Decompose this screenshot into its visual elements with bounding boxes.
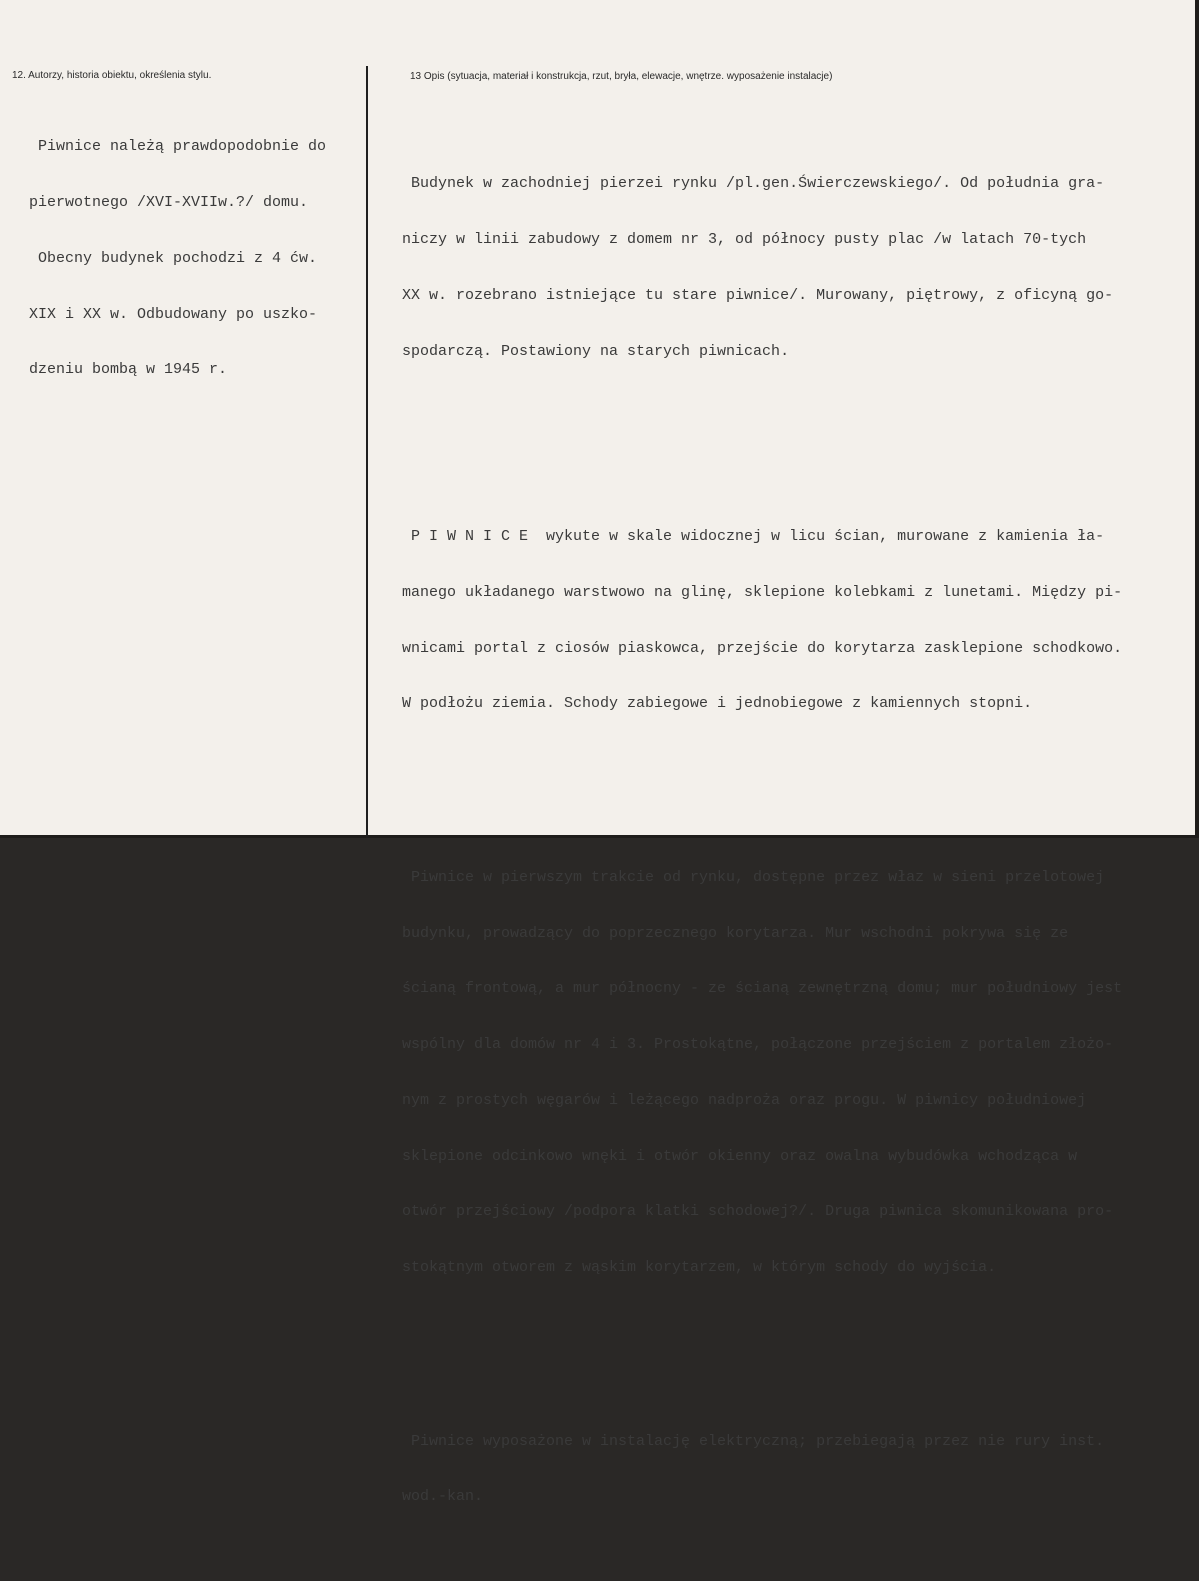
history-text bbox=[20, 101, 326, 417]
text-line: stokątnym otworem z wąskim korytarzem, w którym schody do wyjścia. bbox=[393, 1259, 997, 1277]
text-line: spodarczą. Postawiony na starych piwnicach. bbox=[393, 342, 790, 360]
text-line: Budynek w zachodniej pierzei rynku /pl.gen.Świerczewskiego/. Od południa gra- bbox=[393, 175, 1105, 193]
text-line: XIX i XX w. Odbudowany po uszko- bbox=[20, 305, 318, 323]
description-text bbox=[393, 101, 1122, 1581]
paragraph-cellars bbox=[393, 491, 1122, 751]
text-line: manego układanego warstwowo na glinę, sklepione kolebkami z lunetami. Między pi- bbox=[393, 583, 1123, 601]
text-line: sklepione odcinkowo wnęki i otwór okienny oraz owalna wybudówka wchodząca w bbox=[393, 1147, 1078, 1165]
text-line: budynku, prowadzący do poprzecznego korytarza. Mur wschodni pokrywa się ze bbox=[393, 924, 1069, 942]
text-line: W podłożu ziemia. Schody zabiegowe i jednobiegowe z kamiennych stopni. bbox=[393, 695, 1033, 713]
text-line: Piwnice wyposażone w instalację elektryczną; przebiegają przez nie rury inst. bbox=[393, 1432, 1105, 1450]
text-line: wod.-kan. bbox=[393, 1488, 484, 1506]
field-12-label: 12. Autorzy, historia obiektu, określenia stylu. bbox=[12, 70, 212, 81]
text-line: wnicami portal z ciosów piaskowca, przejście do korytarza zasklepione schodkowo. bbox=[393, 639, 1123, 657]
text-line: dzeniu bombą w 1945 r. bbox=[20, 361, 228, 379]
paragraph-cellar-layout bbox=[393, 832, 1122, 1315]
text-line: nym z prostych węgarów i leżącego nadproża oraz progu. W piwnicy południowej bbox=[393, 1091, 1087, 1109]
paragraph-installations bbox=[393, 1395, 1122, 1544]
text-line: Piwnice należą prawdopodobnie do bbox=[20, 138, 327, 156]
text-line: otwór przejściowy /podpora klatki schodowej?/. Druga piwnica skomunikowana pro- bbox=[393, 1203, 1114, 1221]
text-line: pierwotnego /XVI-XVIIw.?/ domu. bbox=[20, 193, 309, 211]
paragraph-building bbox=[393, 138, 1122, 398]
text-line: wspólny dla domów nr 4 i 3. Prostokątne, połączone przejściem z portalem złożo- bbox=[393, 1036, 1114, 1054]
field-13-label: 13 Opis (sytuacja, materiał i konstrukcja, rzut, bryła, elewacje, wnętrze. wyposażenie instalacje) bbox=[410, 71, 833, 82]
text-line: Obecny budynek pochodzi z 4 ćw. bbox=[20, 249, 318, 267]
text-line: ścianą frontową, a mur północny - ze ścianą zewnętrzną domu; mur południowy jest bbox=[393, 980, 1123, 998]
text-line: P I W N I C E wykute w skale widocznej w licu ścian, murowane z kamienia ła- bbox=[393, 528, 1105, 546]
text-line: XX w. rozebrano istniejące tu stare piwnice/. Murowany, piętrowy, z oficyną go- bbox=[393, 286, 1114, 304]
column-divider bbox=[366, 66, 368, 838]
text-line: niczy w linii zabudowy z domem nr 3, od północy pusty plac /w latach 70-tych bbox=[393, 231, 1087, 249]
text-line: Piwnice w pierwszym trakcie od rynku, dostępne przez właz w sieni przelotowej bbox=[393, 868, 1105, 886]
